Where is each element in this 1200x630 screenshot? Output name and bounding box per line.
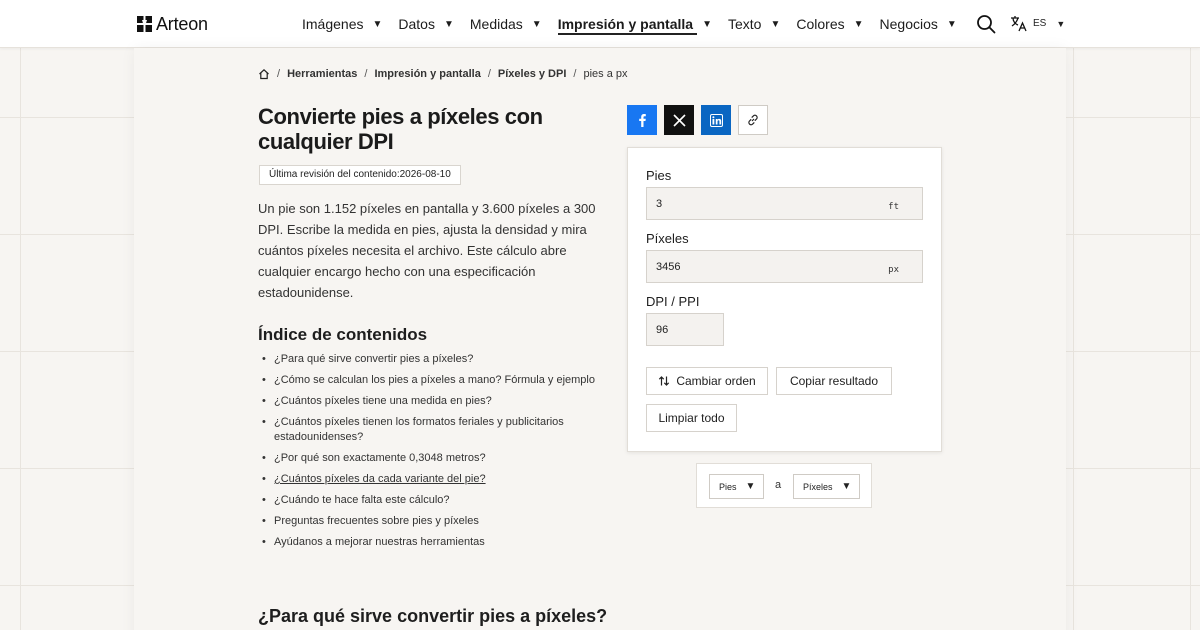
chevron-down-icon: ▼ [1056,18,1066,29]
chevron-down-icon: ▼ [531,18,542,30]
table-of-contents [262,352,612,556]
pixels-unit: px [888,265,899,275]
feet-value: 3 [656,198,663,210]
feet-label: Pies [646,168,672,183]
swap-order-label: Cambiar orden [676,374,756,388]
nav-label: Medidas [469,16,523,32]
nav-item-impresion-y-pantalla[interactable] [558,0,712,48]
intro-paragraph: Un pie son 1.152 píxeles en pantalla y 3.600 píxeles a 300 DPI. Escribe la medida en pies, ajusta la densidad y mira cuántos píxeles necesita el archivo. Este cálculo abre cualquier encargo hecho con una especificación estadounidense. [258,201,596,300]
nav-item-medidas[interactable] [470,0,542,48]
unit-connector: a [775,479,782,491]
nav-label: Negocios [879,16,938,32]
copy-result-label: Copiar resultado [789,374,879,388]
swap-icon [658,375,670,387]
breadcrumb-separator: / [364,68,368,80]
nav-item-texto[interactable] [728,0,780,48]
nav-label: Impresión y pantalla [557,16,694,32]
toc-item[interactable]: • ¿Cuántos píxeles tiene una medida en pies? [262,394,612,409]
nav-label: Datos [398,16,435,32]
share-facebook-button[interactable] [627,105,657,135]
breadcrumb-link-impresion-y-pantalla[interactable]: Impresión y pantalla [374,68,481,80]
share-buttons [627,105,768,135]
share-linkedin-button[interactable] [701,105,731,135]
toc-item[interactable]: • ¿Por qué son exactamente 0,3048 metros? [262,451,612,466]
feet-input[interactable] [646,187,923,220]
search-icon[interactable] [976,14,996,34]
toc-title: Índice de contenidos [258,325,428,344]
breadcrumb-link-herramientas[interactable]: Herramientas [287,68,358,80]
nav-item-datos[interactable] [398,0,453,48]
breadcrumb-separator: / [277,68,281,80]
unit-selector [696,463,872,508]
breadcrumb [258,68,627,80]
from-unit-select[interactable] [709,474,764,499]
chevron-down-icon: ▼ [841,481,852,492]
swap-order-button[interactable] [646,367,768,395]
top-navigation-bar [0,0,1200,48]
chevron-down-icon: ▼ [443,18,454,30]
chevron-down-icon: ▼ [745,481,756,492]
translate-icon [1010,15,1027,32]
chevron-down-icon: ▼ [770,18,781,30]
converter-panel [627,147,942,452]
nav-item-negocios[interactable] [880,0,957,48]
pixels-input[interactable] [646,250,923,283]
language-code: ES [1033,18,1047,29]
chevron-down-icon: ▼ [702,18,712,30]
toc-item[interactable]: • Ayúdanos a mejorar nuestras herramientas [262,535,612,550]
dpi-value: 96 [656,324,669,336]
feet-unit: ft [888,202,899,212]
toc-item[interactable]: • ¿Para qué sirve convertir pies a píxeles? [262,352,612,367]
pixels-label: Píxeles [646,231,689,246]
toc-item[interactable]: • ¿Cuándo te hace falta este cálculo? [262,493,612,508]
page-title: Convierte pies a píxeles con cualquier DPI [258,104,543,154]
main-nav [302,0,973,48]
logo[interactable] [137,13,208,35]
link-icon [746,113,760,127]
toc-item[interactable]: • Preguntas frecuentes sobre pies y píxeles [262,514,612,529]
x-icon [673,114,686,127]
dpi-input[interactable] [646,313,724,346]
language-selector[interactable] [1010,15,1065,32]
nav-item-imagenes[interactable] [302,0,382,48]
breadcrumb-link-pixeles-y-dpi[interactable]: Píxeles y DPI [497,68,567,80]
toc-item[interactable]: • ¿Cuántos píxeles da cada variante del pie? [262,472,612,487]
breadcrumb-current: pies a px [583,68,628,80]
nav-label: Imágenes [302,16,364,32]
from-unit-value: Pies [719,481,737,492]
revision-badge: Última revisión del contenido:2026-08-10 [259,165,461,185]
to-unit-select[interactable] [793,474,860,499]
clear-all-label: Limpiar todo [658,411,725,425]
to-unit-value: Píxeles [803,481,833,492]
pixels-value: 3456 [656,261,681,273]
toc-item[interactable]: • ¿Cuántos píxeles tienen los formatos feriales y publicitarios estadounidenses? [262,415,612,445]
home-icon[interactable] [258,68,270,80]
linkedin-icon [710,114,723,127]
logo-icon [137,16,152,32]
breadcrumb-separator: / [487,68,491,80]
nav-label: Texto [727,16,762,32]
copy-result-button[interactable] [776,367,892,395]
clear-all-button[interactable] [646,404,737,432]
chevron-down-icon: ▼ [853,18,864,30]
logo-text: Arteon [156,13,208,34]
breadcrumb-separator: / [573,68,577,80]
chevron-down-icon: ▼ [372,18,383,30]
share-x-button[interactable] [664,105,694,135]
facebook-icon [636,113,648,127]
section-title: ¿Para qué sirve convertir pies a píxeles? [258,606,608,626]
chevron-down-icon: ▼ [946,18,957,30]
nav-item-colores[interactable] [796,0,863,48]
nav-label: Colores [796,16,845,32]
toc-item[interactable]: • ¿Cómo se calculan los pies a píxeles a mano? Fórmula y ejemplo [262,373,612,388]
copy-link-button[interactable] [738,105,768,135]
dpi-label: DPI / PPI [646,294,700,309]
